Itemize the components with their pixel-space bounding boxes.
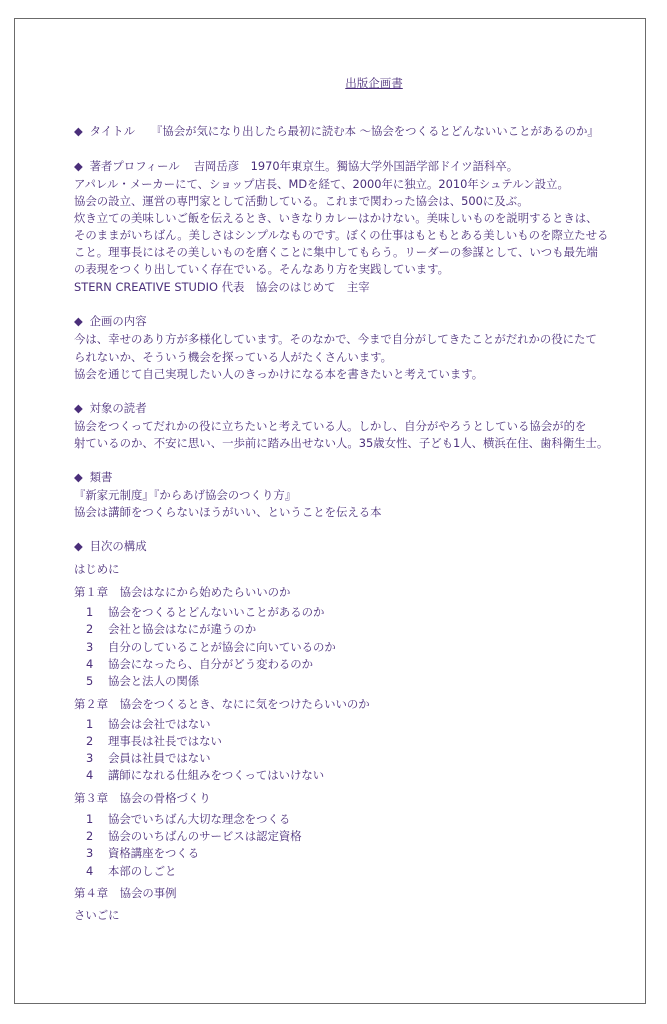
readers-line: 射ているのか、不安に思い、一歩前に踏み出せない人。35歳女性、子ども1人、横浜在住、歯科衛生士。 [74,436,609,450]
section-label: 目次の構成 [89,539,147,553]
section-label: 対象の読者 [89,401,147,415]
plan-line: られないか、そういう機会を探っている人がたくさんいます。 [74,350,393,364]
document-page: 出版企画書 ◆ タイトル 『協会が気になり出したら最初に読む本 〜協会をつくるとどんないいことがあるのか』 ◆ 著者プロフィール 吉岡岳彦 1970年東京生。獨協大学外国語学部ドイツ語科卒。 アパレル・メーカーにて、ショップ店長、MDを経て、2000年に独立。2010年シュテルン設立。 協会の設立、運営の専門家として活動している。これまで関わった協会は、500に及ぶ。 炊き立ての美味しいご飯を伝えるとき、いきなりカレーはかけない。美味しいものを説明するときは、 そのままがいちばん。美しさはシンプルなものです。ぼくの仕事はもともとある美しいものを際立たせる こと。理事長にはその美しいものを磨くことに集中してもらう。リーダーの参謀として、いつも最先端 の表現をつくり出していく存在でいる。そんなあり方を実践しています。 STERN CREATIVE STUDIO 代表 協会のはじめて 主宰 ◆ 企画の内容 今は、幸せのあり方が多様化しています。そのなかで、今まで自分がしてきたことがだれかの役にたて られないか、そういう機会を探っている人がたくさんいます。 協会を通じて自己実現したい人のきっかけになる本を書きたいと考えています。 ◆ 対象の読者 協会をつくってだれかの役に立ちたいと考えている人。しかし、自分がやろうとしている協会が的を 射ているのか、不安に思い、一歩前に踏み出せない人。35歳女性、子ども1人、横浜在住、歯科衛生士。 ◆ 類書 『新家元制度』『からあげ協会のつくり方』 協会は講師をつくらないほうがいい、ということを伝える本 ◆ 目次の構成 はじめに 第１章 協会はなにから始めたらいいのか 1 協会をつくるとどんないいことがあるのか 2 会社と協会はなにが違うのか 3 自分のしていることが協会に向いているのか 4 協会になったら、自分がどう変わるのか 5 協会と法人の関係 第２章 協会をつくるとき、なにに気をつけたらいいのか 1 協会は会社ではない 2 理事長は社長ではない 3 会員は社員ではない 4 講師になれる仕組みをつくってはいけない 第３章 協会の骨格づくり 1 協会でいちばん大切な理念をつくる 2 協会のいちばんのサービスは認定資格 3 資格講座をつくる 4 本部のしごと 第４章 協会の事例 さいごに [14,18,646,1004]
section-label: 類書 [89,470,113,484]
profile-line: アパレル・メーカーにて、ショップ店長、MDを経て、2000年に独立。2010年シュテルン設立。 [74,177,569,191]
chapter-title: 第４章 協会の事例 [74,886,177,900]
book-title: 『協会が気になり出したら最初に読む本 〜協会をつくるとどんないいことがあるのか』 [150,124,599,138]
similar-heading [74,469,112,486]
plan-heading [74,313,147,330]
page-title: 出版企画書 [345,76,403,90]
diamond-bullet-icon: ◆ [74,401,83,415]
chapter-title: 第２章 協会をつくるとき、なにに気をつけたらいいのか [74,697,370,711]
similar-line: 協会は講師をつくらないほうがいい、ということを伝える本 [74,505,382,519]
profile-line: そのままがいちばん。美しさはシンプルなものです。ぼくの仕事はもともとある美しいものを際立たせる [74,228,609,242]
plan-line: 協会を通じて自己実現したい人のきっかけになる本を書きたいと考えています。 [74,367,484,381]
profile-line: STERN CREATIVE STUDIO 代表 協会のはじめて 主宰 [74,280,370,294]
diamond-bullet-icon: ◆ [74,314,83,328]
profile-line: 協会の設立、運営の専門家として活動している。これまで関わった協会は、500に及ぶ。 [74,194,529,208]
section-label: 著者プロフィール [89,159,180,173]
similar-line: 『新家元制度』『からあげ協会のつくり方』 [74,488,297,502]
diamond-bullet-icon: ◆ [74,470,83,484]
toc-outro: さいごに [74,908,120,922]
title-heading [74,123,599,140]
profile-line: の表現をつくり出していく存在でいる。そんなあり方を実践しています。 [74,262,449,276]
chapter-title: 第３章 協会の骨格づくり [74,791,211,805]
plan-line: 今は、幸せのあり方が多様化しています。そのなかで、今まで自分がしてきたことがだれかの役にたて [74,332,597,346]
toc-heading [74,538,147,555]
section-label: 企画の内容 [89,314,147,328]
profile-line: こと。理事長にはその美しいものを磨くことに集中してもらう。リーダーの参謀として、いつも最先端 [74,245,598,259]
profile-heading [74,158,518,175]
chapter-title: 第１章 協会はなにから始めたらいいのか [74,585,291,599]
diamond-bullet-icon: ◆ [74,159,83,173]
profile-first-line: 吉岡岳彦 1970年東京生。獨協大学外国語学部ドイツ語科卒。 [193,159,519,173]
readers-heading [74,400,147,417]
readers-line: 協会をつくってだれかの役に立ちたいと考えている人。しかし、自分がやろうとしている協会が的を [74,419,587,433]
diamond-bullet-icon: ◆ [74,124,83,138]
toc-intro: はじめに [74,562,120,576]
diamond-bullet-icon: ◆ [74,539,83,553]
section-label: タイトル [89,124,135,138]
profile-line: 炊き立ての美味しいご飯を伝えるとき、いきなりカレーはかけない。美味しいものを説明するときは、 [74,211,598,225]
